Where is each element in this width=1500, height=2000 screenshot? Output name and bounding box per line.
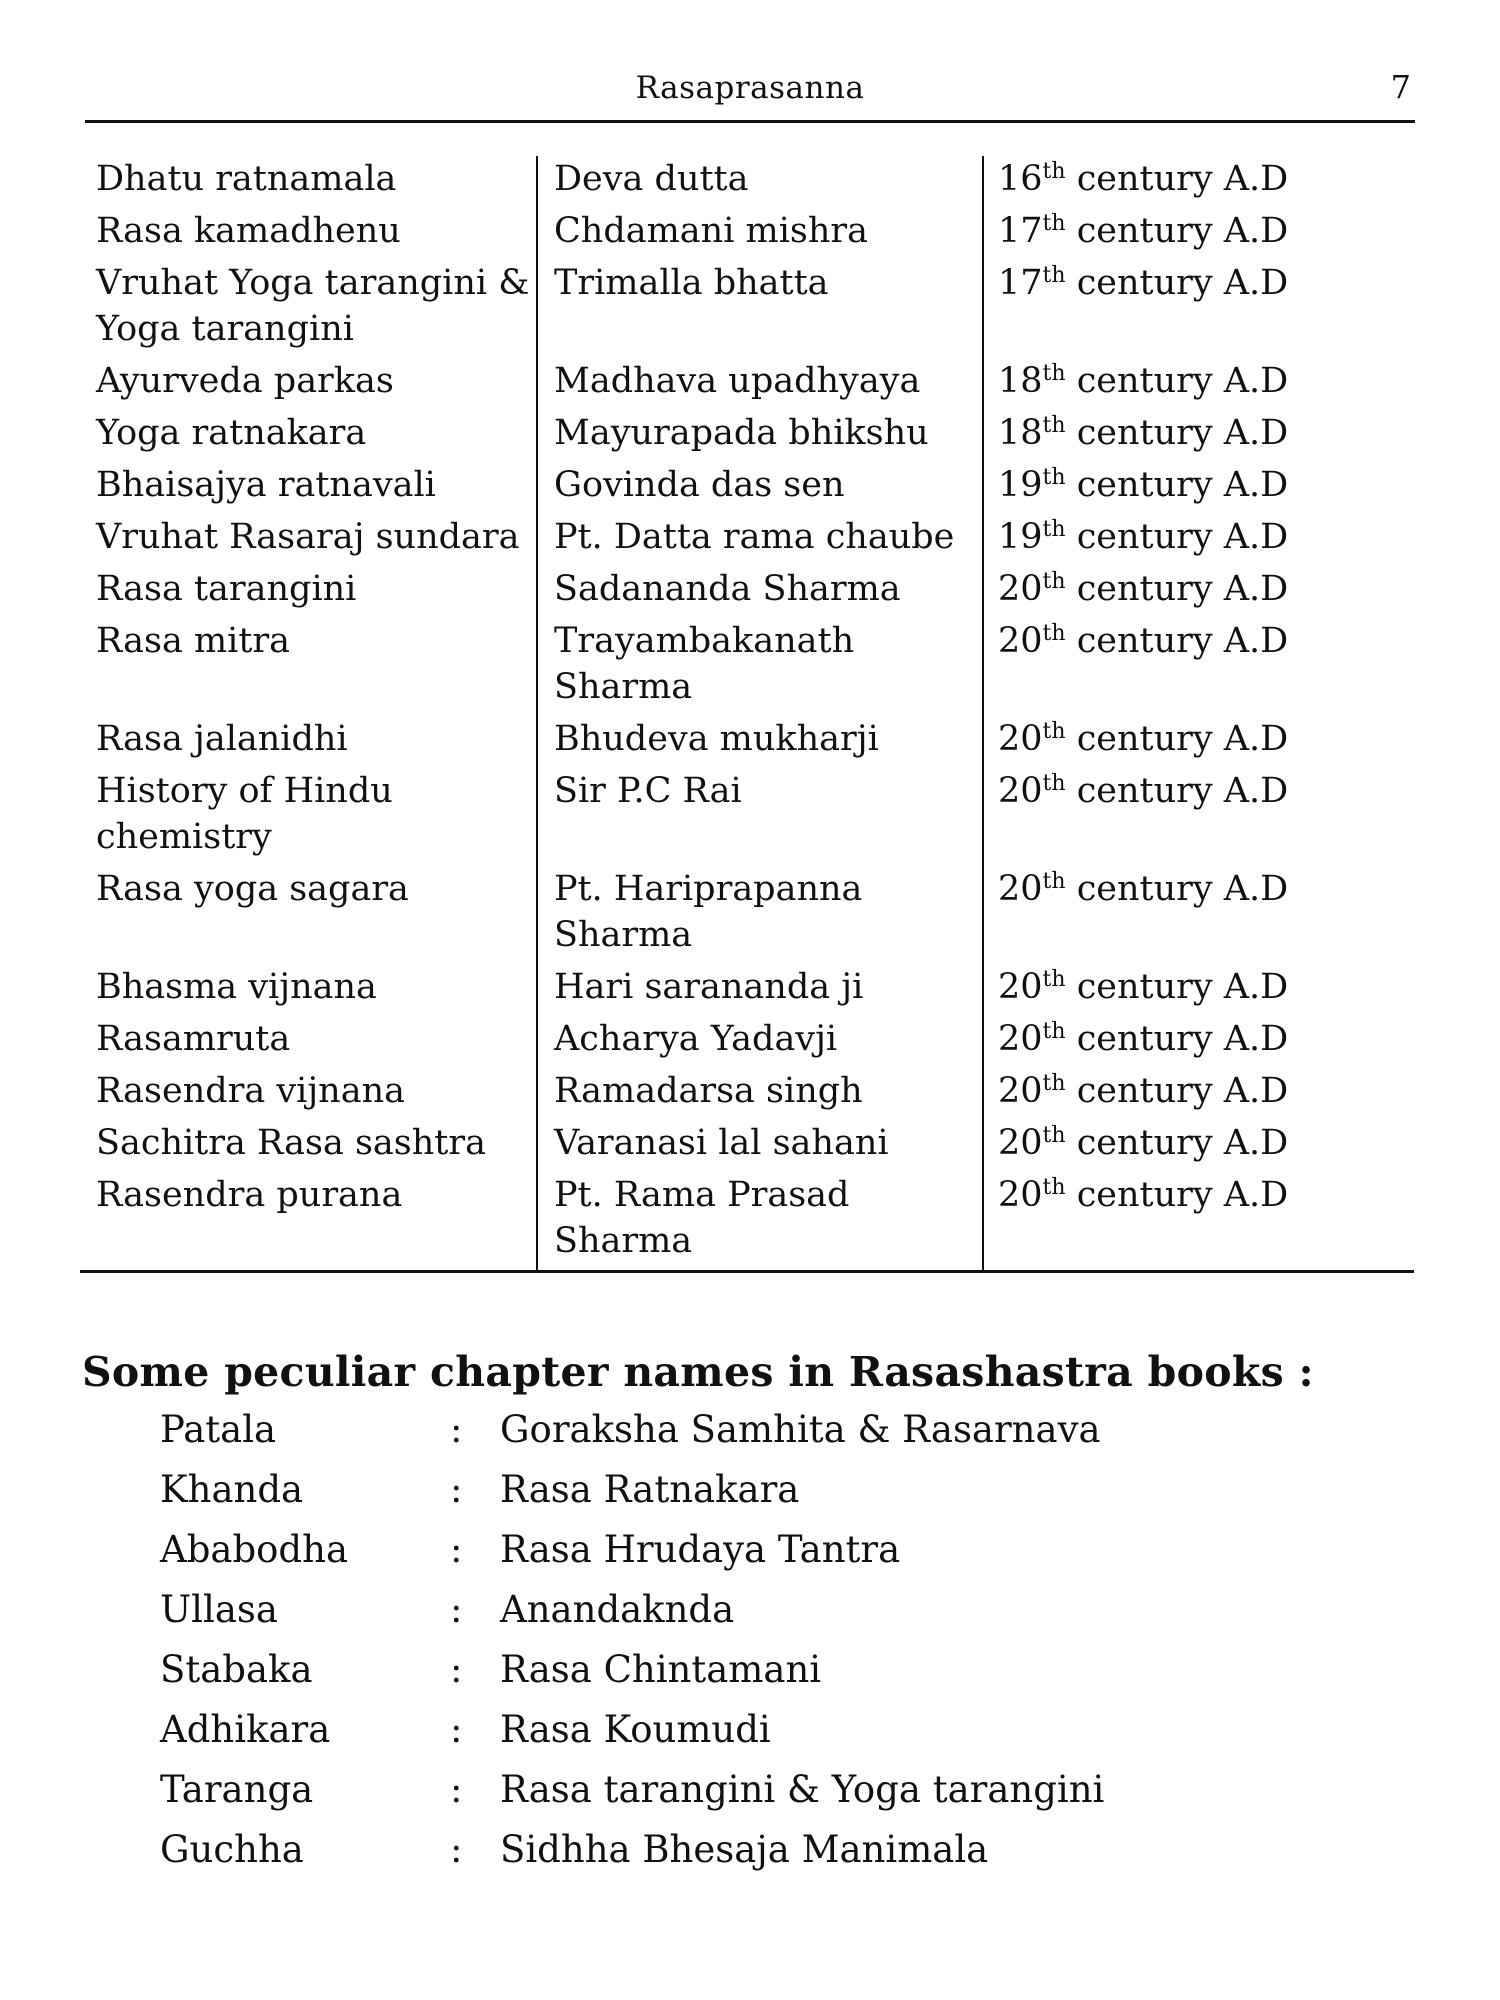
chapter-book: Anandaknda xyxy=(500,1588,735,1631)
table-row xyxy=(80,358,1414,410)
table-row xyxy=(80,866,1414,964)
book-author: Trayambakanath Sharma xyxy=(537,618,983,716)
table-row xyxy=(80,566,1414,618)
table-row xyxy=(80,208,1414,260)
running-head-title: Rasaprasanna xyxy=(635,70,865,106)
table-row xyxy=(80,260,1414,358)
book-title: Ayurveda parkas xyxy=(96,361,394,401)
table-row xyxy=(80,716,1414,768)
books-table xyxy=(80,156,1414,1270)
list-item xyxy=(160,1648,1260,1708)
list-item xyxy=(160,1528,1260,1588)
list-item xyxy=(160,1588,1260,1648)
book-century: 17th century A.D xyxy=(983,208,1414,260)
page-header xyxy=(85,58,1415,123)
list-item xyxy=(160,1708,1260,1768)
chapter-name: Patala xyxy=(160,1408,277,1451)
list-item xyxy=(160,1468,1260,1528)
book-author: Pt. Datta rama chaube xyxy=(537,514,983,566)
separator: : xyxy=(450,1828,463,1871)
book-century: 20th century A.D xyxy=(983,1016,1414,1068)
book-century: 18th century A.D xyxy=(983,410,1414,462)
book-title: Rasa mitra xyxy=(96,621,291,661)
book-author: Hari sarananda ji xyxy=(537,964,983,1016)
list-item xyxy=(160,1768,1260,1828)
chapter-name: Taranga xyxy=(160,1768,314,1811)
separator: : xyxy=(450,1468,463,1511)
separator: : xyxy=(450,1768,463,1811)
separator: : xyxy=(450,1408,463,1451)
book-author: Bhudeva mukharji xyxy=(537,716,983,768)
chapter-list xyxy=(160,1408,1260,1888)
book-title: Yoga ratnakara xyxy=(96,413,367,453)
chapter-name: Khanda xyxy=(160,1468,304,1511)
book-title: History of Hindu chemistry xyxy=(96,771,393,857)
book-century: 20th century A.D xyxy=(983,1068,1414,1120)
book-title: Rasamruta xyxy=(96,1019,291,1059)
section-heading: Some peculiar chapter names in Rasashastra books : xyxy=(82,1348,1314,1396)
table-row xyxy=(80,964,1414,1016)
book-author: Madhava upadhyaya xyxy=(537,358,983,410)
book-title: Rasa yoga sagara xyxy=(96,869,409,909)
book-title: Bhasma vijnana xyxy=(96,967,377,1007)
chapter-book: Rasa Chintamani xyxy=(500,1648,822,1691)
book-century: 19th century A.D xyxy=(983,514,1414,566)
separator: : xyxy=(450,1648,463,1691)
table-row xyxy=(80,1120,1414,1172)
chapter-book: Sidhha Bhesaja Manimala xyxy=(500,1828,989,1871)
book-century: 20th century A.D xyxy=(983,1120,1414,1172)
book-century: 16th century A.D xyxy=(983,156,1414,208)
book-century: 17th century A.D xyxy=(983,260,1414,358)
book-century: 20th century A.D xyxy=(983,618,1414,716)
table-row xyxy=(80,462,1414,514)
book-century: 20th century A.D xyxy=(983,566,1414,618)
book-author: Trimalla bhatta xyxy=(537,260,983,358)
list-item xyxy=(160,1408,1260,1468)
book-century: 18th century A.D xyxy=(983,358,1414,410)
book-author: Varanasi lal sahani xyxy=(537,1120,983,1172)
chapter-book: Rasa Koumudi xyxy=(500,1708,771,1751)
chapter-name: Ullasa xyxy=(160,1588,278,1631)
book-title: Bhaisajya ratnavali xyxy=(96,465,436,505)
table-row xyxy=(80,1016,1414,1068)
chapter-name: Ababodha xyxy=(160,1528,348,1571)
chapter-name: Adhikara xyxy=(160,1708,331,1751)
chapter-book: Goraksha Samhita & Rasarnava xyxy=(500,1408,1101,1451)
book-title: Rasendra purana xyxy=(96,1175,403,1215)
table-row xyxy=(80,618,1414,716)
book-title: Vruhat Yoga tarangini & Yoga tarangini xyxy=(96,263,530,349)
book-century: 20th century A.D xyxy=(983,964,1414,1016)
book-author: Govinda das sen xyxy=(537,462,983,514)
book-title: Rasa jalanidhi xyxy=(96,719,348,759)
book-title: Sachitra Rasa sashtra xyxy=(96,1123,486,1163)
book-title: Vruhat Rasaraj sundara xyxy=(96,517,520,557)
table-row xyxy=(80,156,1414,208)
table-row xyxy=(80,1068,1414,1120)
chapter-book: Rasa Ratnakara xyxy=(500,1468,800,1511)
book-author: Chdamani mishra xyxy=(537,208,983,260)
book-author: Mayurapada bhikshu xyxy=(537,410,983,462)
table-row xyxy=(80,514,1414,566)
book-author: Sir P.C Rai xyxy=(537,768,983,866)
chapter-name: Guchha xyxy=(160,1828,304,1871)
book-author: Deva dutta xyxy=(537,156,983,208)
table-row xyxy=(80,1172,1414,1270)
book-author: Sadananda Sharma xyxy=(537,566,983,618)
page-number: 7 xyxy=(1390,68,1411,106)
book-title: Rasendra vijnana xyxy=(96,1071,406,1111)
book-century: 20th century A.D xyxy=(983,1172,1414,1270)
chapter-name: Stabaka xyxy=(160,1648,313,1691)
book-author: Pt. Rama Prasad Sharma xyxy=(537,1172,983,1270)
separator: : xyxy=(450,1708,463,1751)
book-title: Rasa kamadhenu xyxy=(96,211,401,251)
book-title: Rasa tarangini xyxy=(96,569,357,609)
book-century: 20th century A.D xyxy=(983,716,1414,768)
book-author: Pt. Hariprapanna Sharma xyxy=(537,866,983,964)
chapter-book: Rasa tarangini & Yoga tarangini xyxy=(500,1768,1105,1811)
table-row xyxy=(80,410,1414,462)
book-author: Acharya Yadavji xyxy=(537,1016,983,1068)
separator: : xyxy=(450,1588,463,1631)
book-title: Dhatu ratnamala xyxy=(96,159,397,199)
book-century: 20th century A.D xyxy=(983,768,1414,866)
book-century: 20th century A.D xyxy=(983,866,1414,964)
separator: : xyxy=(450,1528,463,1571)
table-row xyxy=(80,768,1414,866)
book-author: Ramadarsa singh xyxy=(537,1068,983,1120)
list-item xyxy=(160,1828,1260,1888)
book-century: 19th century A.D xyxy=(983,462,1414,514)
chapter-book: Rasa Hrudaya Tantra xyxy=(500,1528,901,1571)
books-table-container xyxy=(80,156,1414,1273)
